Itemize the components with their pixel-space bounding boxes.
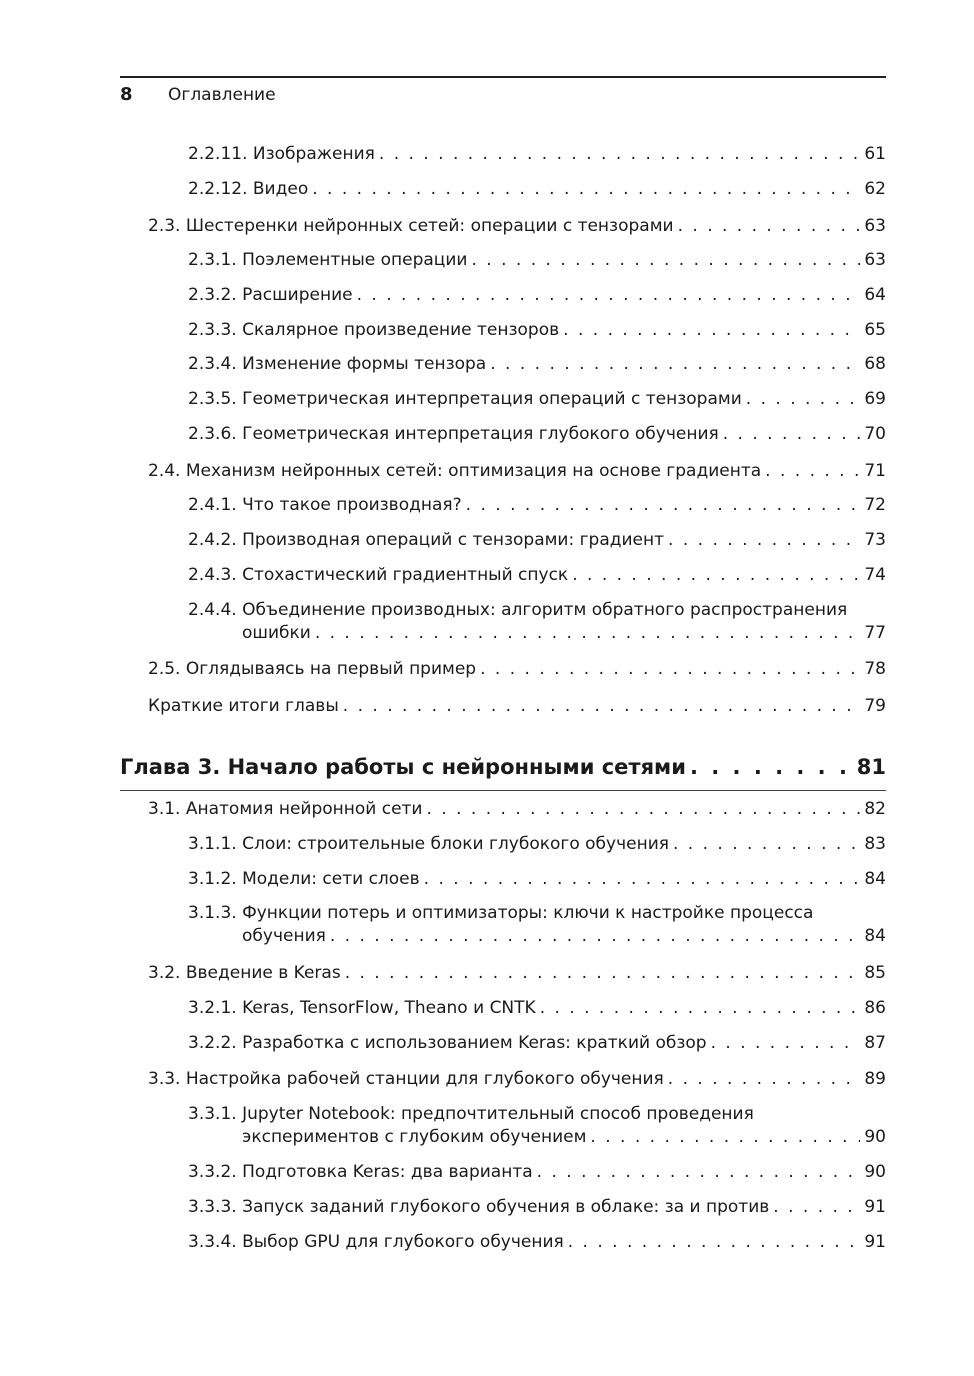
toc-entry[interactable] bbox=[188, 284, 886, 307]
toc-entry-title: Изменение формы тензора bbox=[242, 354, 487, 374]
leader-dots bbox=[471, 249, 860, 272]
leader-dots bbox=[424, 868, 861, 891]
toc-entry-page: 70 bbox=[864, 424, 886, 444]
toc-entry-number: 2.3.6. bbox=[188, 424, 237, 444]
toc-entry-number: 2.4.4. bbox=[188, 600, 237, 620]
toc-entry-title: Геометрическая интерпретация глубокого обучения bbox=[242, 424, 719, 444]
toc-entry-title: Keras, TensorFlow, Theano и CNTK bbox=[242, 998, 536, 1018]
toc-entry-number: 2.2.11. bbox=[188, 144, 248, 164]
leader-dots bbox=[590, 1126, 860, 1149]
toc-entry[interactable] bbox=[148, 798, 886, 821]
toc-entry-page: 63 bbox=[864, 250, 886, 270]
toc-entry-page: 63 bbox=[864, 216, 886, 236]
toc-entry-number: 2.3.4. bbox=[188, 354, 237, 374]
toc-entry-title: Jupyter Notebook: предпочтительный способ проведения bbox=[242, 1104, 754, 1124]
toc-entry-title-continued: экспериментов с глубоким обучением bbox=[242, 1127, 587, 1147]
page-number: 8 bbox=[120, 84, 133, 105]
leader-dots bbox=[540, 997, 861, 1020]
toc-entry[interactable] bbox=[188, 1032, 886, 1055]
leader-dots bbox=[711, 1032, 861, 1055]
toc-entry[interactable] bbox=[148, 215, 886, 238]
toc-entry-title: Что такое производная? bbox=[242, 495, 462, 515]
toc-entry-title: Запуск заданий глубокого обучения в облаке: за и против bbox=[242, 1197, 770, 1217]
toc-entry[interactable] bbox=[188, 564, 886, 587]
leader-dots bbox=[480, 658, 860, 681]
chapter-number: Глава 3. bbox=[120, 755, 221, 779]
toc-entry[interactable] bbox=[188, 178, 886, 201]
toc-entry-title: Поэлементные операции bbox=[242, 250, 468, 270]
toc-entry-page: 84 bbox=[864, 926, 886, 946]
toc-entry-page: 65 bbox=[864, 320, 886, 340]
toc-entry[interactable] bbox=[148, 962, 886, 985]
toc-entry-title: Стохастический градиентный спуск bbox=[242, 565, 569, 585]
toc-entry-number: 3.1. bbox=[148, 799, 181, 819]
toc-entry-number: 2.3.3. bbox=[188, 320, 237, 340]
toc-entry-number: 2.4.2. bbox=[188, 530, 237, 550]
leader-dots bbox=[746, 388, 861, 411]
toc-entry-title: Разработка с использованием Keras: краткий обзор bbox=[242, 1033, 707, 1053]
toc-entry-number: 2.4. bbox=[148, 461, 181, 481]
leader-dots bbox=[678, 215, 861, 238]
toc-entry-page: 78 bbox=[864, 659, 886, 679]
toc-entry-number: 3.2. bbox=[148, 963, 181, 983]
toc-entry-title: Введение в Keras bbox=[185, 963, 341, 983]
toc-entry-title: Видео bbox=[252, 179, 309, 199]
toc-entry-page: 91 bbox=[864, 1232, 886, 1252]
toc-entry[interactable] bbox=[188, 902, 886, 948]
toc-entry-number: 2.2.12. bbox=[188, 179, 248, 199]
toc-entry[interactable] bbox=[188, 494, 886, 517]
toc-entry-title: Краткие итоги главы bbox=[148, 696, 339, 716]
toc-entry[interactable] bbox=[188, 599, 886, 645]
toc-entry-page: 87 bbox=[864, 1033, 886, 1053]
toc-entry-number: 2.4.1. bbox=[188, 495, 237, 515]
leader-dots bbox=[690, 755, 853, 779]
toc-entry-number: 3.1.3. bbox=[188, 903, 237, 923]
leader-dots bbox=[537, 1161, 861, 1184]
toc-entry[interactable] bbox=[188, 1161, 886, 1184]
toc-entry-title: Шестеренки нейронных сетей: операции с тензорами bbox=[185, 216, 674, 236]
toc-entry-page: 90 bbox=[864, 1162, 886, 1182]
toc-entry[interactable] bbox=[148, 695, 886, 718]
leader-dots bbox=[568, 1231, 861, 1254]
toc-entry-page: 86 bbox=[864, 998, 886, 1018]
toc-entry-page: 72 bbox=[864, 495, 886, 515]
toc-entry-number: 3.3.1. bbox=[188, 1104, 237, 1124]
toc-entry-number: 3.1.2. bbox=[188, 869, 237, 889]
toc-entry-number: 3.3.3. bbox=[188, 1197, 237, 1217]
toc-entry-title: Анатомия нейронной сети bbox=[185, 799, 423, 819]
leader-dots bbox=[563, 319, 860, 342]
toc-entry-title: Геометрическая интерпретация операций с тензорами bbox=[242, 389, 742, 409]
toc-entry-page: 64 bbox=[864, 285, 886, 305]
toc-entry-page: 83 bbox=[864, 834, 886, 854]
page-header bbox=[120, 76, 886, 110]
toc-entry[interactable] bbox=[188, 319, 886, 342]
leader-dots bbox=[723, 423, 861, 446]
toc-entry[interactable] bbox=[188, 997, 886, 1020]
toc-entry-title: Механизм нейронных сетей: оптимизация на основе градиента bbox=[185, 461, 762, 481]
toc-entry-number: 3.2.2. bbox=[188, 1033, 237, 1053]
leader-dots bbox=[357, 284, 861, 307]
toc-entry[interactable] bbox=[148, 1068, 886, 1091]
toc-entry-number: 2.5. bbox=[148, 659, 181, 679]
chapter-page: 81 bbox=[856, 755, 886, 779]
toc-entry-title: Скалярное произведение тензоров bbox=[242, 320, 560, 340]
toc-entry[interactable] bbox=[188, 1103, 886, 1149]
toc-entry-number: 3.3.2. bbox=[188, 1162, 237, 1182]
leader-dots bbox=[315, 622, 861, 645]
toc-entry-page: 89 bbox=[864, 1069, 886, 1089]
toc-entry[interactable] bbox=[188, 529, 886, 552]
toc-entry-page: 82 bbox=[864, 799, 886, 819]
toc-entry-title: Объединение производных: алгоритм обратного распространения bbox=[242, 600, 848, 620]
leader-dots bbox=[426, 798, 860, 821]
toc-entry-page: 62 bbox=[864, 179, 886, 199]
toc-entry[interactable] bbox=[188, 143, 886, 166]
toc-entry-title: Изображения bbox=[252, 144, 375, 164]
running-title: Оглавление bbox=[168, 85, 276, 105]
toc-entry-page: 91 bbox=[864, 1197, 886, 1217]
toc-entry-page: 79 bbox=[864, 696, 886, 716]
toc-entry[interactable] bbox=[188, 1231, 886, 1254]
toc-entry-title: Производная операций с тензорами: градиент bbox=[242, 530, 665, 550]
toc-entry[interactable] bbox=[188, 868, 886, 891]
toc-entry[interactable] bbox=[188, 423, 886, 446]
toc-entry-title-continued: ошибки bbox=[242, 623, 311, 643]
toc-entry-page: 69 bbox=[864, 389, 886, 409]
toc-entry[interactable] bbox=[188, 388, 886, 411]
toc-entry[interactable] bbox=[188, 249, 886, 272]
toc-entry-page: 84 bbox=[864, 869, 886, 889]
toc-entry-title: Подготовка Keras: два варианта bbox=[242, 1162, 533, 1182]
toc-entry-page: 73 bbox=[864, 530, 886, 550]
chapter-title: Начало работы с нейронными сетями bbox=[227, 755, 686, 779]
toc-entry-page: 74 bbox=[864, 565, 886, 585]
toc-chapter-heading[interactable] bbox=[120, 755, 886, 779]
leader-dots bbox=[343, 695, 861, 718]
toc-entry[interactable] bbox=[148, 658, 886, 681]
toc-entry-page: 71 bbox=[864, 461, 886, 481]
toc-entry-number: 2.3.1. bbox=[188, 250, 237, 270]
toc-entry[interactable] bbox=[188, 353, 886, 376]
leader-dots bbox=[330, 925, 861, 948]
leader-dots bbox=[312, 178, 860, 201]
toc-entry[interactable] bbox=[188, 833, 886, 856]
toc-entry-number: 2.4.3. bbox=[188, 565, 237, 585]
toc-entry-page: 77 bbox=[864, 623, 886, 643]
toc-entry-number: 2.3. bbox=[148, 216, 181, 236]
toc-entry-title: Оглядываясь на первый пример bbox=[185, 659, 477, 679]
toc-entry[interactable] bbox=[188, 1196, 886, 1219]
toc-entry-title: Расширение bbox=[242, 285, 353, 305]
toc-entry-number: 2.3.2. bbox=[188, 285, 237, 305]
leader-dots bbox=[668, 1068, 861, 1091]
toc-entry-page: 68 bbox=[864, 354, 886, 374]
leader-dots bbox=[765, 460, 860, 483]
toc-entry-number: 3.3.4. bbox=[188, 1232, 237, 1252]
toc-entry-number: 3.3. bbox=[148, 1069, 181, 1089]
toc-entry-title: Модели: сети слоев bbox=[242, 869, 420, 889]
leader-dots bbox=[345, 962, 861, 985]
leader-dots bbox=[466, 494, 861, 517]
toc-entry-page: 90 bbox=[864, 1127, 886, 1147]
toc-entry-title: Выбор GPU для глубокого обучения bbox=[242, 1232, 564, 1252]
chapter-rule bbox=[120, 790, 886, 791]
toc-entry-page: 61 bbox=[864, 144, 886, 164]
leader-dots bbox=[572, 564, 860, 587]
toc-entry-title: Слои: строительные блоки глубокого обучения bbox=[242, 834, 669, 854]
leader-dots bbox=[490, 353, 860, 376]
toc-entry-page: 85 bbox=[864, 963, 886, 983]
leader-dots bbox=[668, 529, 860, 552]
toc-entry-number: 2.3.5. bbox=[188, 389, 237, 409]
toc-entry-title-continued: обучения bbox=[242, 926, 326, 946]
leader-dots bbox=[673, 833, 860, 856]
toc-entry-number: 3.1.1. bbox=[188, 834, 237, 854]
leader-dots bbox=[379, 143, 860, 166]
leader-dots bbox=[773, 1196, 860, 1219]
toc-entry-title: Настройка рабочей станции для глубокого обучения bbox=[185, 1069, 664, 1089]
toc-entry[interactable] bbox=[148, 460, 886, 483]
toc-entry-number: 3.2.1. bbox=[188, 998, 237, 1018]
toc-entry-title: Функции потерь и оптимизаторы: ключи к настройке процесса bbox=[242, 903, 814, 923]
